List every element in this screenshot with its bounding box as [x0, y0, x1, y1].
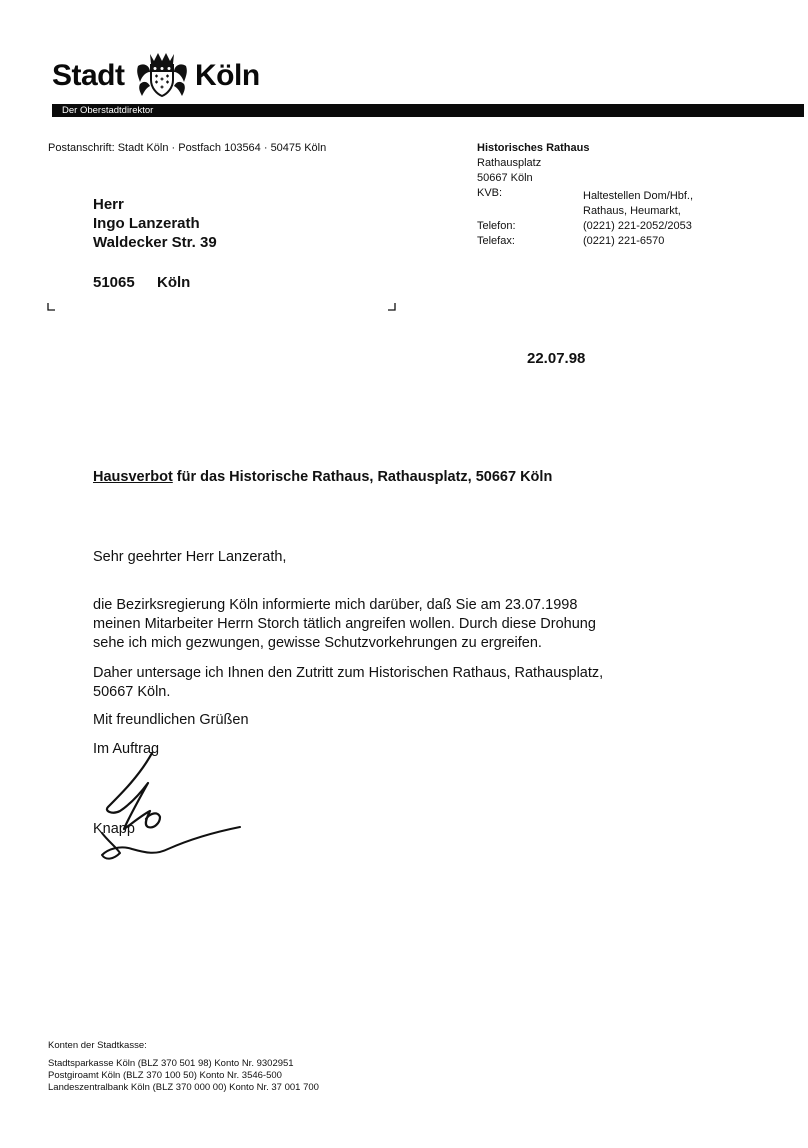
paragraph2-line2: 50667 Köln.: [93, 684, 171, 700]
postal-address-line: Postanschrift: Stadt Köln · Postfach 103564 · 50475 Köln: [48, 142, 327, 154]
phone-value: (0221) 221-2052/2053: [583, 220, 692, 232]
recipient-salutation: Herr: [93, 196, 124, 213]
paragraph1-line3: sehe ich mich gezwungen, gewisse Schutzvorkehrungen zu ergreifen.: [93, 635, 542, 651]
letter-date: 22.07.98: [527, 350, 586, 367]
handwritten-signature: [90, 745, 250, 870]
cologne-coat-of-arms-icon: [134, 50, 190, 98]
letterhead-bar: [52, 104, 804, 117]
recipient-name: Ingo Lanzerath: [93, 215, 200, 232]
recipient-zip: 51065: [93, 274, 135, 291]
kvb-stops-line2: Rathaus, Heumarkt,: [583, 205, 681, 217]
kvb-stops-line1: Haltestellen Dom/Hbf.,: [583, 190, 694, 202]
window-corner-mark-left: [47, 303, 55, 311]
subject-rest: für das Historische Rathaus, Rathausplatz, 50667 Köln: [172, 469, 553, 485]
footer-account-1: Stadtsparkasse Köln (BLZ 370 501 98) Konto Nr. 9302951: [48, 1058, 294, 1069]
paragraph2-line1: Daher untersage ich Ihnen den Zutritt zum Historischen Rathaus, Rathausplatz,: [93, 665, 604, 681]
subject-keyword: Hausverbot: [93, 469, 173, 485]
sender-zip-city: 50667 Köln: [477, 172, 533, 184]
sender-building: Historisches Rathaus: [477, 142, 590, 154]
signer-name: Knapp: [93, 821, 135, 837]
letter-subject: [93, 469, 552, 485]
salutation: Sehr geehrter Herr Lanzerath,: [93, 549, 287, 565]
window-corner-mark-right: [388, 303, 396, 311]
recipient-street: Waldecker Str. 39: [93, 234, 217, 251]
letterhead-stadt: Stadt: [52, 59, 125, 92]
sender-street: Rathausplatz: [477, 157, 542, 169]
phone-label: Telefon:: [477, 220, 516, 232]
kvb-label: KVB:: [477, 187, 503, 199]
letterhead-koeln: Köln: [195, 59, 260, 92]
footer-account-3: Landeszentralbank Köln (BLZ 370 000 00) Konto Nr. 37 001 700: [48, 1082, 319, 1093]
authority-line: Im Auftrag: [93, 741, 160, 757]
recipient-city: Köln: [157, 274, 191, 291]
fax-label: Telefax:: [477, 235, 515, 247]
paragraph1-line2: meinen Mitarbeiter Herrn Storch tätlich angreifen wollen. Durch diese Drohung: [93, 616, 596, 632]
footer-heading: Konten der Stadtkasse:: [48, 1040, 147, 1051]
paragraph1-line1: die Bezirksregierung Köln informierte mich darüber, daß Sie am 23.07.1998: [93, 597, 578, 613]
fax-value: (0221) 221-6570: [583, 235, 665, 247]
letterhead-department: Der Oberstadtdirektor: [62, 105, 154, 116]
closing: Mit freundlichen Grüßen: [93, 712, 249, 728]
footer-account-2: Postgiroamt Köln (BLZ 370 100 50) Konto Nr. 3546-500: [48, 1070, 282, 1081]
